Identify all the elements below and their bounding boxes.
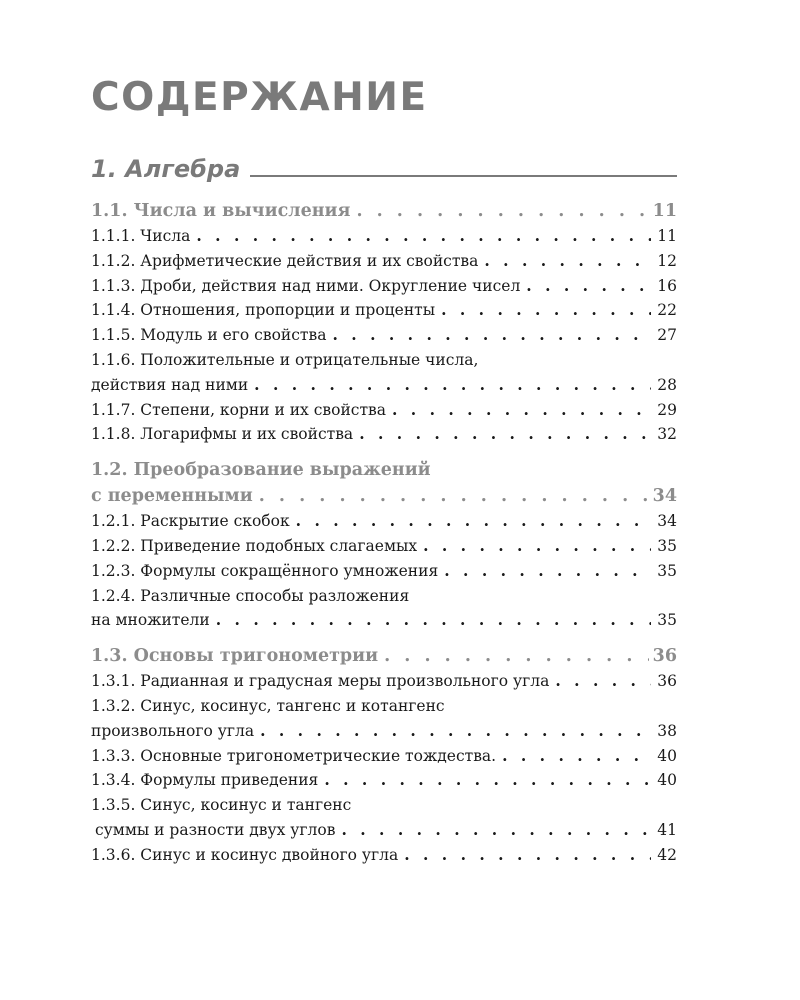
toc-page-number: 32	[657, 425, 677, 444]
toc-page-number: 11	[652, 201, 677, 221]
toc-section-title: с переменными	[91, 486, 253, 507]
toc-item-title: 1.3.6. Синус и косинус двойного угла	[91, 845, 399, 864]
toc-item-title: 1.3.1. Радианная и градусная меры произвольного угла	[91, 672, 550, 691]
toc-item[interactable]	[91, 669, 677, 694]
heading-rule	[250, 175, 677, 177]
toc-section-title-line[interactable]: 1.2. Преобразование выражений	[91, 460, 431, 481]
toc-item-title: 1.1.1. Числа	[91, 227, 191, 245]
dot-leader	[386, 398, 651, 423]
dot-leader	[378, 643, 649, 669]
toc-page-number: 38	[657, 721, 677, 740]
toc-item[interactable]	[91, 224, 677, 249]
toc-item[interactable]	[91, 323, 677, 348]
toc-item-title-line[interactable]: 1.3.5. Синус, косинус и тангенс	[91, 796, 352, 815]
dot-leader	[478, 249, 651, 274]
toc-page-number: 36	[652, 646, 677, 667]
dot-leader	[326, 323, 651, 348]
toc-item-title: действия над ними	[91, 375, 249, 394]
toc-page-number: 35	[657, 536, 677, 555]
dot-leader	[438, 559, 651, 584]
dot-leader	[353, 422, 651, 447]
dot-leader	[350, 198, 649, 224]
toc-section[interactable]	[91, 643, 677, 669]
toc-page-number: 34	[652, 486, 677, 507]
toc-item-title: суммы и разности двух углов	[95, 820, 336, 839]
toc-page-number: 41	[657, 820, 677, 839]
toc-page-number: 35	[657, 561, 677, 580]
toc-item[interactable]	[91, 509, 677, 534]
dot-leader	[335, 818, 651, 843]
toc-item-title: 1.2.3. Формулы сокращённого умножения	[91, 561, 439, 580]
dot-leader	[210, 608, 651, 633]
dot-leader	[435, 298, 651, 323]
toc-item[interactable]	[91, 559, 677, 584]
dot-leader	[318, 768, 651, 793]
toc-page-number: 35	[657, 611, 677, 630]
toc-page-number: 42	[657, 845, 677, 864]
dot-leader	[248, 373, 651, 398]
toc-item[interactable]	[91, 373, 677, 398]
part-heading-label: 1. Алгебра	[91, 155, 241, 183]
dot-leader	[520, 274, 651, 299]
toc-item-title: 1.1.4. Отношения, пропорции и проценты	[91, 301, 436, 320]
toc-item[interactable]	[91, 534, 677, 559]
dot-leader	[496, 744, 651, 769]
dot-leader	[254, 719, 651, 744]
part-heading	[91, 157, 677, 181]
toc-item[interactable]	[91, 398, 677, 423]
toc-page-number: 34	[657, 512, 677, 531]
toc-item-title-line[interactable]: 1.1.6. Положительные и отрицательные числа,	[91, 350, 479, 369]
toc-section-title: 1.1. Числа и вычисления	[91, 201, 351, 221]
toc-item[interactable]	[91, 249, 677, 274]
toc-item-title: 1.1.2. Арифметические действия и их свойства	[91, 251, 479, 270]
toc-item-title: на множители	[91, 611, 210, 630]
toc-item-title-line[interactable]: 1.3.2. Синус, косинус, тангенс и котангенс	[91, 696, 445, 715]
dot-leader	[290, 509, 651, 534]
toc-item-title: 1.1.7. Степени, корни и их свойства	[91, 400, 386, 419]
toc-page-number: 27	[657, 326, 677, 345]
toc-section[interactable]	[91, 198, 677, 224]
toc-page-number: 40	[657, 771, 677, 790]
toc-item[interactable]	[91, 298, 677, 323]
toc-item[interactable]	[91, 768, 677, 793]
toc-page-number: 11	[657, 227, 677, 245]
toc-item-title: 1.1.5. Модуль и его свойства	[91, 326, 327, 345]
toc-item[interactable]	[91, 744, 677, 769]
toc-page-number: 40	[657, 746, 677, 765]
toc-item-title: 1.1.8. Логарифмы и их свойства	[91, 425, 354, 444]
dot-leader	[417, 534, 651, 559]
table-of-contents	[91, 198, 677, 868]
toc-item[interactable]	[91, 719, 677, 744]
toc-item[interactable]	[91, 818, 677, 843]
toc-page-number: 16	[657, 276, 677, 295]
dot-leader	[253, 483, 649, 509]
toc-page-number: 28	[657, 375, 677, 394]
toc-item[interactable]	[91, 608, 677, 633]
dot-leader	[549, 669, 651, 694]
toc-item[interactable]	[91, 422, 677, 447]
toc-item-title: 1.2.2. Приведение подобных слагаемых	[91, 536, 418, 555]
toc-page-number: 36	[657, 672, 677, 691]
toc-item-title: 1.3.4. Формулы приведения	[91, 771, 319, 790]
page-title: СОДЕРЖАНИЕ	[91, 75, 428, 120]
toc-item[interactable]	[91, 843, 677, 868]
toc-page-number: 12	[657, 251, 677, 270]
toc-item-title: произвольного угла	[91, 721, 255, 740]
toc-item[interactable]	[91, 274, 677, 299]
dot-leader	[398, 843, 651, 868]
toc-page-number: 22	[657, 301, 677, 320]
dot-leader	[190, 224, 651, 249]
toc-item-title-line[interactable]: 1.2.4. Различные способы разложения	[91, 586, 410, 605]
toc-item-title: 1.2.1. Раскрытие скобок	[91, 512, 290, 531]
toc-section-title: 1.3. Основы тригонометрии	[91, 646, 379, 667]
toc-page-number: 29	[657, 400, 677, 419]
toc-section[interactable]	[91, 483, 677, 509]
toc-item-title: 1.3.3. Основные тригонометрические тождества.	[91, 746, 497, 765]
toc-item-title: 1.1.3. Дроби, действия над ними. Округление чисел	[91, 276, 521, 295]
